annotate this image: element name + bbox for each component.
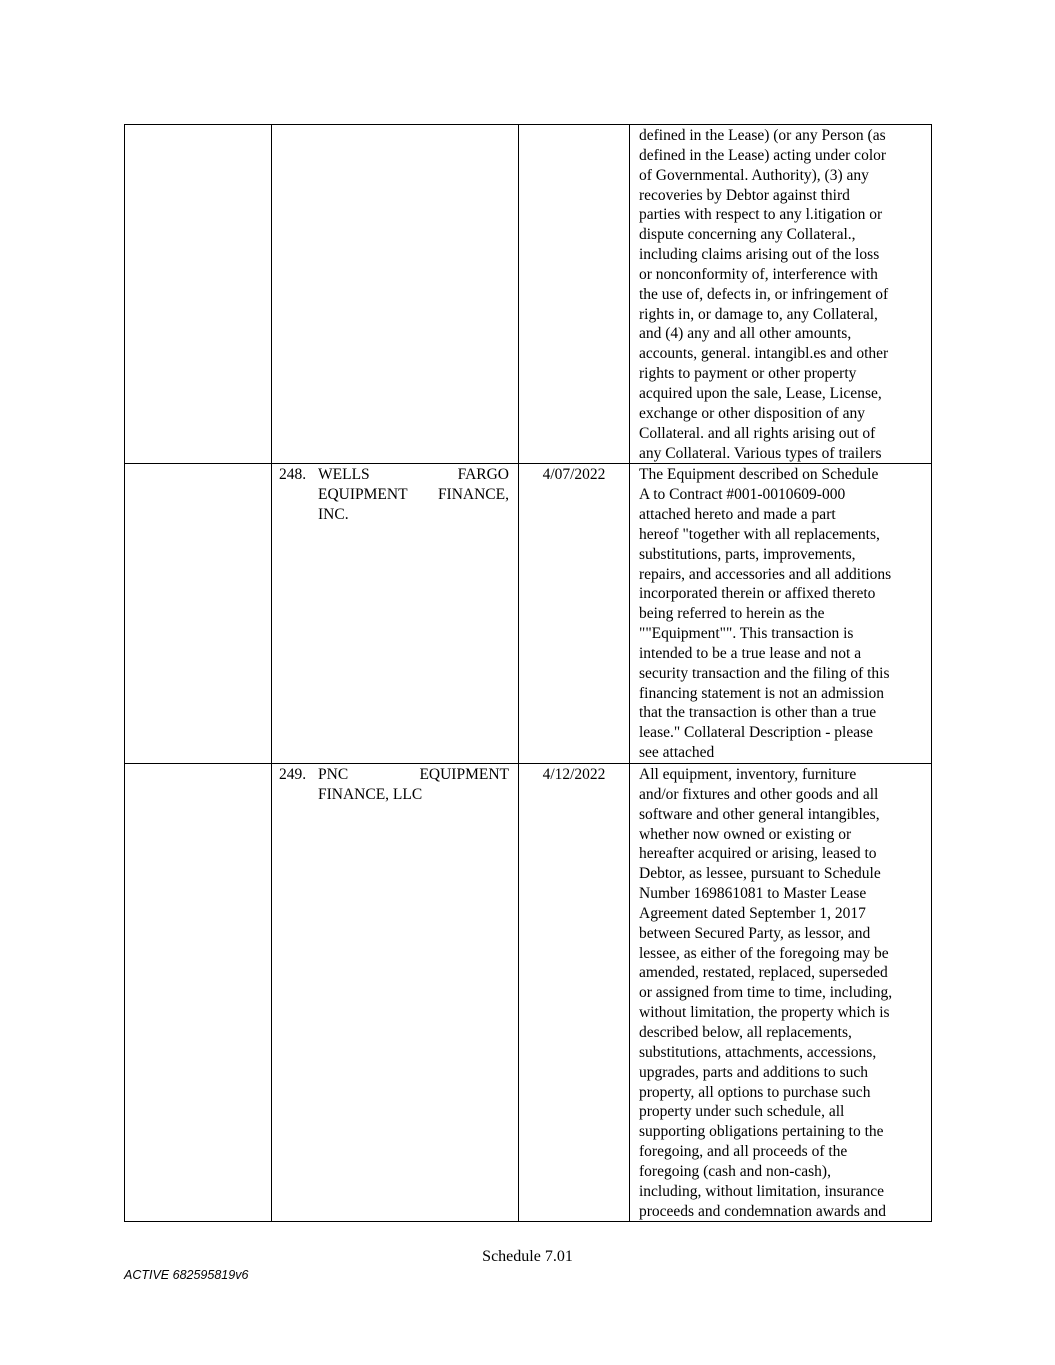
description-line: security transaction and the filing of this [639,664,890,682]
description-line: supporting obligations pertaining to the [639,1123,884,1141]
description-line: including claims arising out of the loss [639,246,880,264]
description-line: exchange or other disposition of any [639,404,865,422]
description-line: hereafter acquired or arising, leased to [639,845,877,863]
description-line: lessee, as either of the foregoing may be [639,944,889,962]
description-line: upgrades, parts and additions to such [639,1063,869,1081]
description-line: that the transaction is other than a true [639,704,877,722]
description-line: of Governmental. Authority), (3) any [639,166,869,184]
description-line: proceeds and condemnation awards and [639,1202,887,1220]
description-line: defined in the Lease) (or any Person (as [639,127,886,144]
description-line: incorporated therein or affixed thereto [639,585,876,603]
description-line: A to Contract #001-0010609-000 [639,486,846,504]
secured-party-cell [272,125,519,464]
collateral-description-cell [630,125,932,464]
secured-party-name: PNC EQUIPMENT FINANCE, LLC [318,766,509,803]
description-line: the use of, defects in, or infringement of [639,285,889,303]
description-line: property under such schedule, all [639,1103,845,1121]
description-line: acquired upon the sale, Lease, License, [639,384,882,402]
description-line: The Equipment described on Schedule [639,466,879,484]
description-line: software and other general intangibles, [639,805,880,823]
empty-cell [125,464,272,764]
description-line: Agreement dated September 1, 2017 [639,904,866,922]
description-line: any Collateral. Various types of trailers [639,444,882,462]
collateral-description-cell [630,764,932,1222]
description-line: between Secured Party, as lessor, and [639,924,871,942]
description-line: without limitation, the property which is [639,1004,890,1022]
secured-party-cell [272,764,519,1222]
collateral-description-cell [630,464,932,764]
page-footer-label: Schedule 7.01 [482,1248,573,1265]
description-line: defined in the Lease) acting under color [639,146,887,164]
description-line: property, all options to purchase such [639,1083,871,1101]
description-line: including, without limitation, insurance [639,1182,884,1200]
description-line: amended, restated, replaced, superseded [639,964,888,982]
description-line: foregoing, and all proceeds of the [639,1143,848,1161]
description-line: accounts, general. intangibl.es and other [639,345,889,363]
description-line: whether now owned or existing or [639,825,852,843]
description-line: described below, all replacements, [639,1023,852,1041]
secured-party-cell [272,464,519,764]
table-row [125,464,932,764]
description-line: or nonconformity of, interference with [639,265,878,283]
description-line: repairs, and accessories and all additions [639,565,892,583]
document-id: ACTIVE 682595819v6 [124,1268,249,1282]
description-line: Collateral. and all rights arising out of [639,424,876,442]
description-line: parties with respect to any l.itigation or [639,206,883,224]
item-number: 248. [279,466,307,484]
description-line: recoveries by Debtor against third [639,186,850,204]
filing-date: 4/07/2022 [542,466,606,484]
secured-party-name: WELLS FARGO EQUIPMENT FINANCE, INC. [318,466,509,524]
empty-cell [125,764,272,1222]
description-line: see attached [639,744,715,762]
filing-date-cell [519,464,630,764]
description-line: foregoing (cash and non-cash), [639,1162,831,1180]
schedule-table [124,124,932,1222]
table-row [125,764,932,1222]
description-line: intended to be a true lease and not a [639,644,862,662]
description-line: rights in, or damage to, any Collateral, [639,305,878,323]
filing-date-cell [519,764,630,1222]
description-line: financing statement is not an admission [639,684,884,702]
description-line: rights to payment or other property [639,365,857,383]
description-line: lease." Collateral Description - please [639,724,873,742]
description-line: being referred to herein as the [639,605,825,623]
item-number: 249. [279,766,307,783]
description-line: or assigned from time to time, including, [639,984,893,1002]
table-row [125,125,932,464]
description-line: Number 169861081 to Master Lease [639,885,867,903]
filing-date: 4/12/2022 [542,766,606,783]
description-line: hereof "together with all replacements, [639,525,880,543]
description-line: All equipment, inventory, furniture [639,766,857,783]
description-line: attached hereto and made a part [639,506,836,524]
description-line: ""Equipment"". This transaction is [639,625,854,643]
description-line: substitutions, parts, improvements, [639,545,856,563]
description-line: and/or fixtures and other goods and all [639,785,879,803]
description-line: and (4) any and all other amounts, [639,325,852,343]
description-line: substitutions, attachments, accessions, [639,1043,877,1061]
filing-date-cell [519,125,630,464]
empty-cell [125,125,272,464]
description-line: dispute concerning any Collateral., [639,226,856,244]
description-line: Debtor, as lessee, pursuant to Schedule [639,865,881,883]
